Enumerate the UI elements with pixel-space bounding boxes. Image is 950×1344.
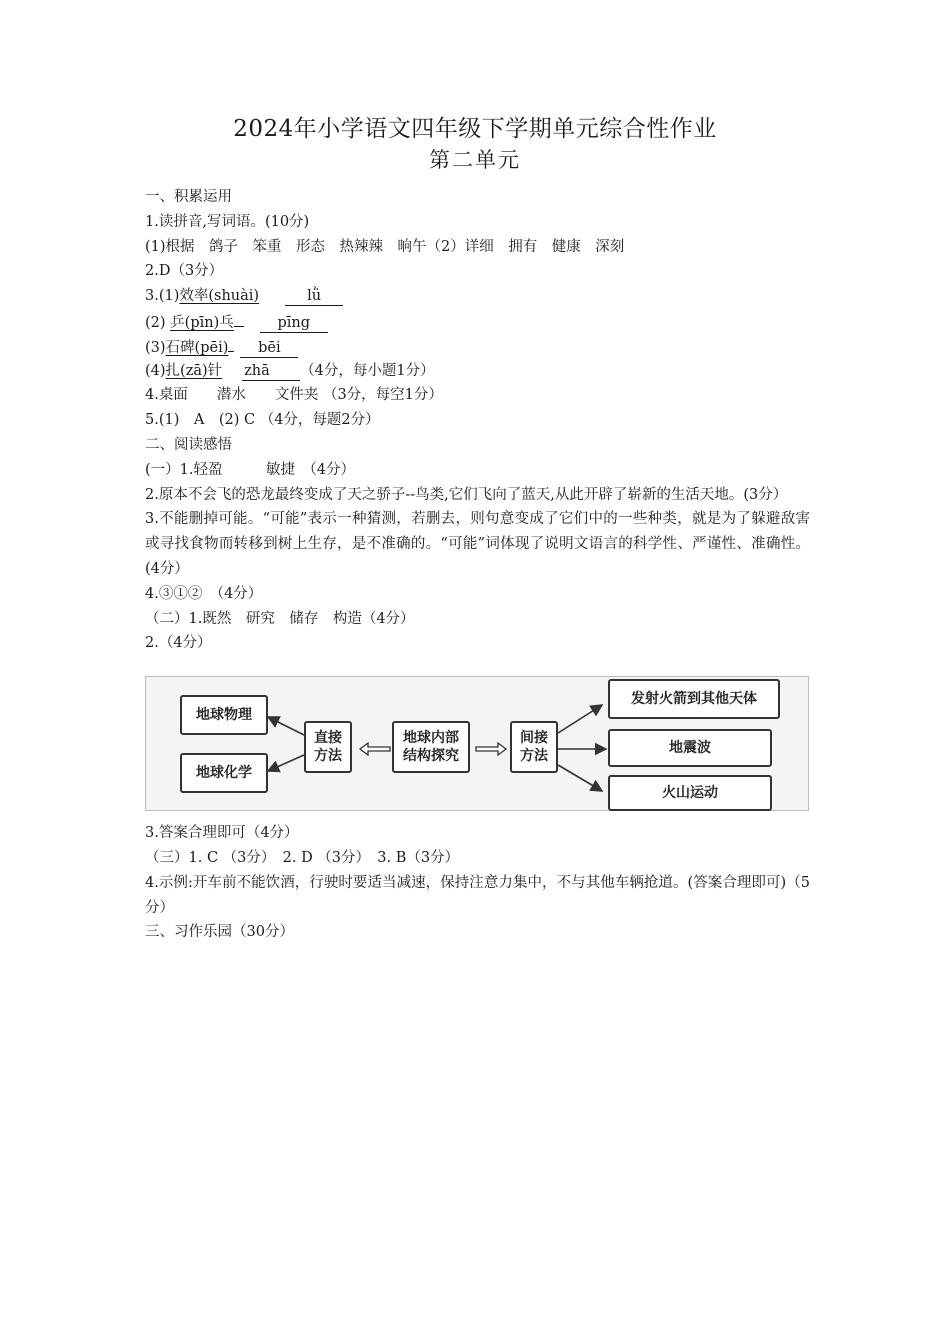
diagram-direct-method: 直接方法 [304, 721, 352, 773]
diagram-geochemistry: 地球化学 [180, 753, 268, 793]
section-heading-accumulation: 一、积累运用 [145, 189, 232, 205]
answer-content [145, 185, 810, 945]
question-3-1 [145, 284, 810, 309]
passage-3-questions: （三）1. C （3分） 2. D （3分） 3. B（3分） [145, 849, 460, 866]
arrow-to-direct-method [360, 743, 390, 755]
q3-2-word: 乒(pīn)乓 [170, 314, 234, 331]
question-3-2 [145, 309, 810, 334]
q3-4-answer: zhā [242, 363, 300, 381]
q3-4-score: （4分，每小题1分） [300, 362, 435, 379]
question-3-3 [145, 334, 810, 359]
passage-2-question-2: 2.（4分） [145, 635, 212, 652]
question-1: 1.读拼音,写词语。(10分) [145, 213, 310, 230]
passage-3-question-4: 4.示例:开车前不能饮酒，行驶时要适当减速，保持注意力集中，不与其他车辆抢道。(答案合理即可)（5分） [145, 874, 810, 916]
document-title: 2024年小学语文四年级下学期单元综合性作业 [233, 116, 717, 142]
passage-2-question-3: 3.答案合理即可（4分） [145, 825, 299, 842]
document-subtitle: 第二单元 [429, 148, 521, 172]
q3-2-answer: pīng [260, 315, 328, 333]
question-1-answers: (1)根据 鸽子 笨重 形态 热辣辣 晌午（2）详细 拥有 健康 深刻 [145, 238, 625, 255]
arrow-to-indirect-method [476, 743, 506, 755]
diagram-seismic-wave: 地震波 [608, 729, 772, 767]
question-4: 4.桌面 潜水 文件夹 （3分，每空1分） [145, 387, 443, 404]
diagram-center-topic: 地球内部结构探究 [392, 721, 470, 773]
q3-1-prefix: 3.(1) [145, 288, 180, 305]
q3-3-prefix: (3) [145, 339, 166, 356]
diagram-volcanic-activity: 火山运动 [608, 775, 772, 811]
q3-1-word: 效率(shuài) [179, 288, 260, 305]
q3-3-answer: bēi [240, 340, 298, 358]
question-2: 2.D（3分） [145, 263, 224, 280]
passage-1-question-2: 2.原本不会飞的恐龙最终变成了天之骄子--鸟类,它们飞向了蓝天,从此开辟了崭新的生活天地。(3分） [145, 486, 788, 503]
question-5: 5.(1) A (2) C （4分，每题2分） [145, 412, 380, 429]
arrow-to-volcano [558, 765, 602, 791]
passage-2-question-1: （二）1.既然 研究 储存 构造（4分） [145, 610, 415, 627]
diagram-rocket-to-celestial-body: 发射火箭到其他天体 [608, 679, 780, 719]
arrow-to-rocket [558, 705, 602, 733]
diagram-geophysics: 地球物理 [180, 695, 268, 735]
section-heading-writing: 三、习作乐园（30分） [145, 924, 294, 941]
passage-1-question-4: 4.③①② （4分） [145, 585, 263, 602]
earth-structure-diagram [145, 676, 809, 811]
passage-1-question-3: 3.不能删掉可能。“可能”表示一种猜测，若删去，则句意变成了它们中的一些种类，就是为了躲避敌害或寻找食物而转移到树上生存，是不准确的。“可能”词体现了说明文语言的科学性、严谨性、准确性。(4分） [145, 511, 810, 577]
passage-1-question-1: (一）1.轻盈 敏捷 （4分） [145, 461, 355, 478]
q3-4-word: 扎(zā)针 [165, 362, 223, 379]
q3-1-answer: lǜ [285, 288, 343, 306]
q3-3-word: 石碑(pēi) [165, 339, 229, 356]
question-3-4 [145, 359, 810, 384]
arrow-to-geochemistry [268, 755, 304, 771]
diagram-indirect-method: 间接方法 [510, 721, 558, 773]
q3-4-prefix: (4) [145, 362, 166, 379]
arrow-to-geophysics [268, 717, 304, 735]
q3-2-prefix: (2) [145, 314, 171, 331]
section-heading-reading: 二、阅读感悟 [145, 436, 232, 453]
